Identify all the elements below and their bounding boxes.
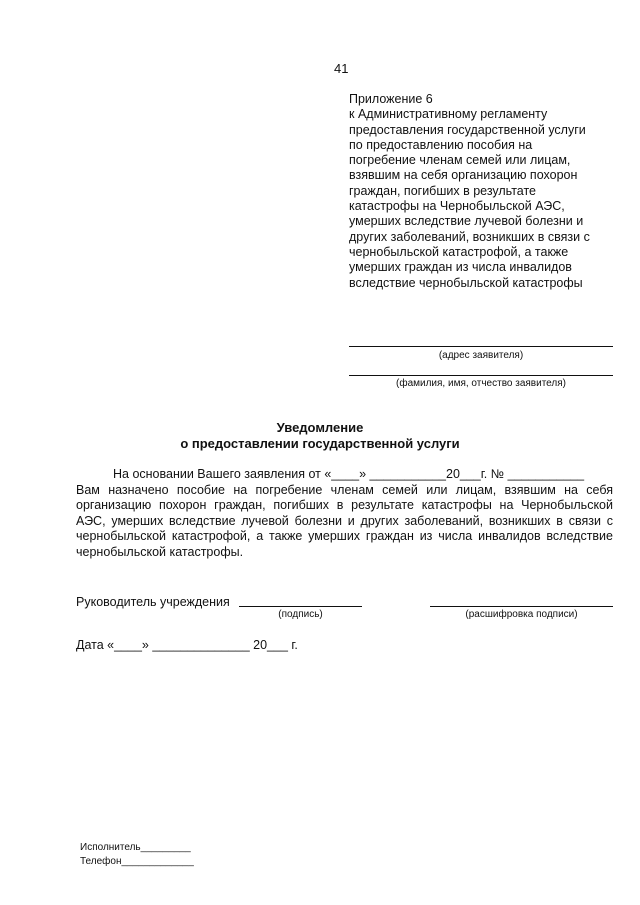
name-line[interactable] bbox=[349, 375, 613, 376]
body-line: Вам назначено пособие на погребение членам семей или лицам, взявшим на себя bbox=[76, 483, 613, 497]
body-first-line: На основании Вашего заявления от «____» ___________20___г. № ___________ bbox=[113, 467, 585, 481]
document-title: Уведомление bbox=[276, 420, 364, 435]
document-subtitle: о предоставлении государственной услуги bbox=[180, 436, 460, 451]
page-number: 41 bbox=[334, 61, 349, 76]
signature-line[interactable] bbox=[239, 606, 362, 607]
address-line[interactable] bbox=[349, 346, 613, 347]
appendix-line: умерших вследствие лучевой болезни и bbox=[349, 214, 584, 229]
body-line: АЭС, умерших вследствие лучевой болезни и других заболеваний, возникших в связи с bbox=[76, 513, 613, 528]
appendix-line: погребение членам семей или лицам, bbox=[349, 153, 571, 168]
body-line: организацию похорон граждан, погибших в результате катастрофы на Чернобыльской bbox=[76, 498, 613, 513]
appendix-line: Приложение 6 bbox=[349, 92, 433, 106]
date-label: Дата «____» ______________ 20___ г. bbox=[76, 638, 298, 652]
appendix-line: к Административному регламенту bbox=[349, 107, 548, 122]
appendix-line: предоставления государственной услуги bbox=[349, 122, 586, 137]
appendix-line: взявшим на себя организацию похорон bbox=[349, 168, 578, 183]
executor-label: Исполнитель_________ bbox=[80, 842, 191, 853]
decode-line[interactable] bbox=[430, 606, 613, 607]
head-label: Руководитель учреждения bbox=[76, 595, 230, 609]
appendix-line: других заболеваний, возникших в связи с bbox=[349, 229, 590, 244]
body-text bbox=[76, 483, 613, 560]
appendix-note bbox=[349, 92, 619, 291]
appendix-line: умерших граждан из числа инвалидов bbox=[349, 260, 572, 275]
body-line: чернобыльской катастрофы. bbox=[76, 544, 244, 559]
appendix-line: по предоставлению пособия на bbox=[349, 137, 533, 152]
appendix-line: чернобыльской катастрофой, а также bbox=[349, 244, 569, 259]
body-line: чернобыльской катастрофой, а также умерших граждан из числа инвалидов вследствие bbox=[76, 529, 613, 544]
appendix-line: граждан, погибших в результате bbox=[349, 183, 537, 198]
name-caption: (фамилия, имя, отчество заявителя) bbox=[396, 378, 566, 389]
signature-caption: (подпись) bbox=[278, 609, 323, 620]
decode-caption: (расшифровка подписи) bbox=[465, 609, 578, 620]
appendix-line: вследствие чернобыльской катастрофы bbox=[349, 275, 583, 290]
phone-label: Телефон_____________ bbox=[80, 856, 194, 867]
appendix-line: катастрофы на Чернобыльской АЭС, bbox=[349, 199, 565, 214]
address-caption: (адрес заявителя) bbox=[438, 350, 524, 361]
